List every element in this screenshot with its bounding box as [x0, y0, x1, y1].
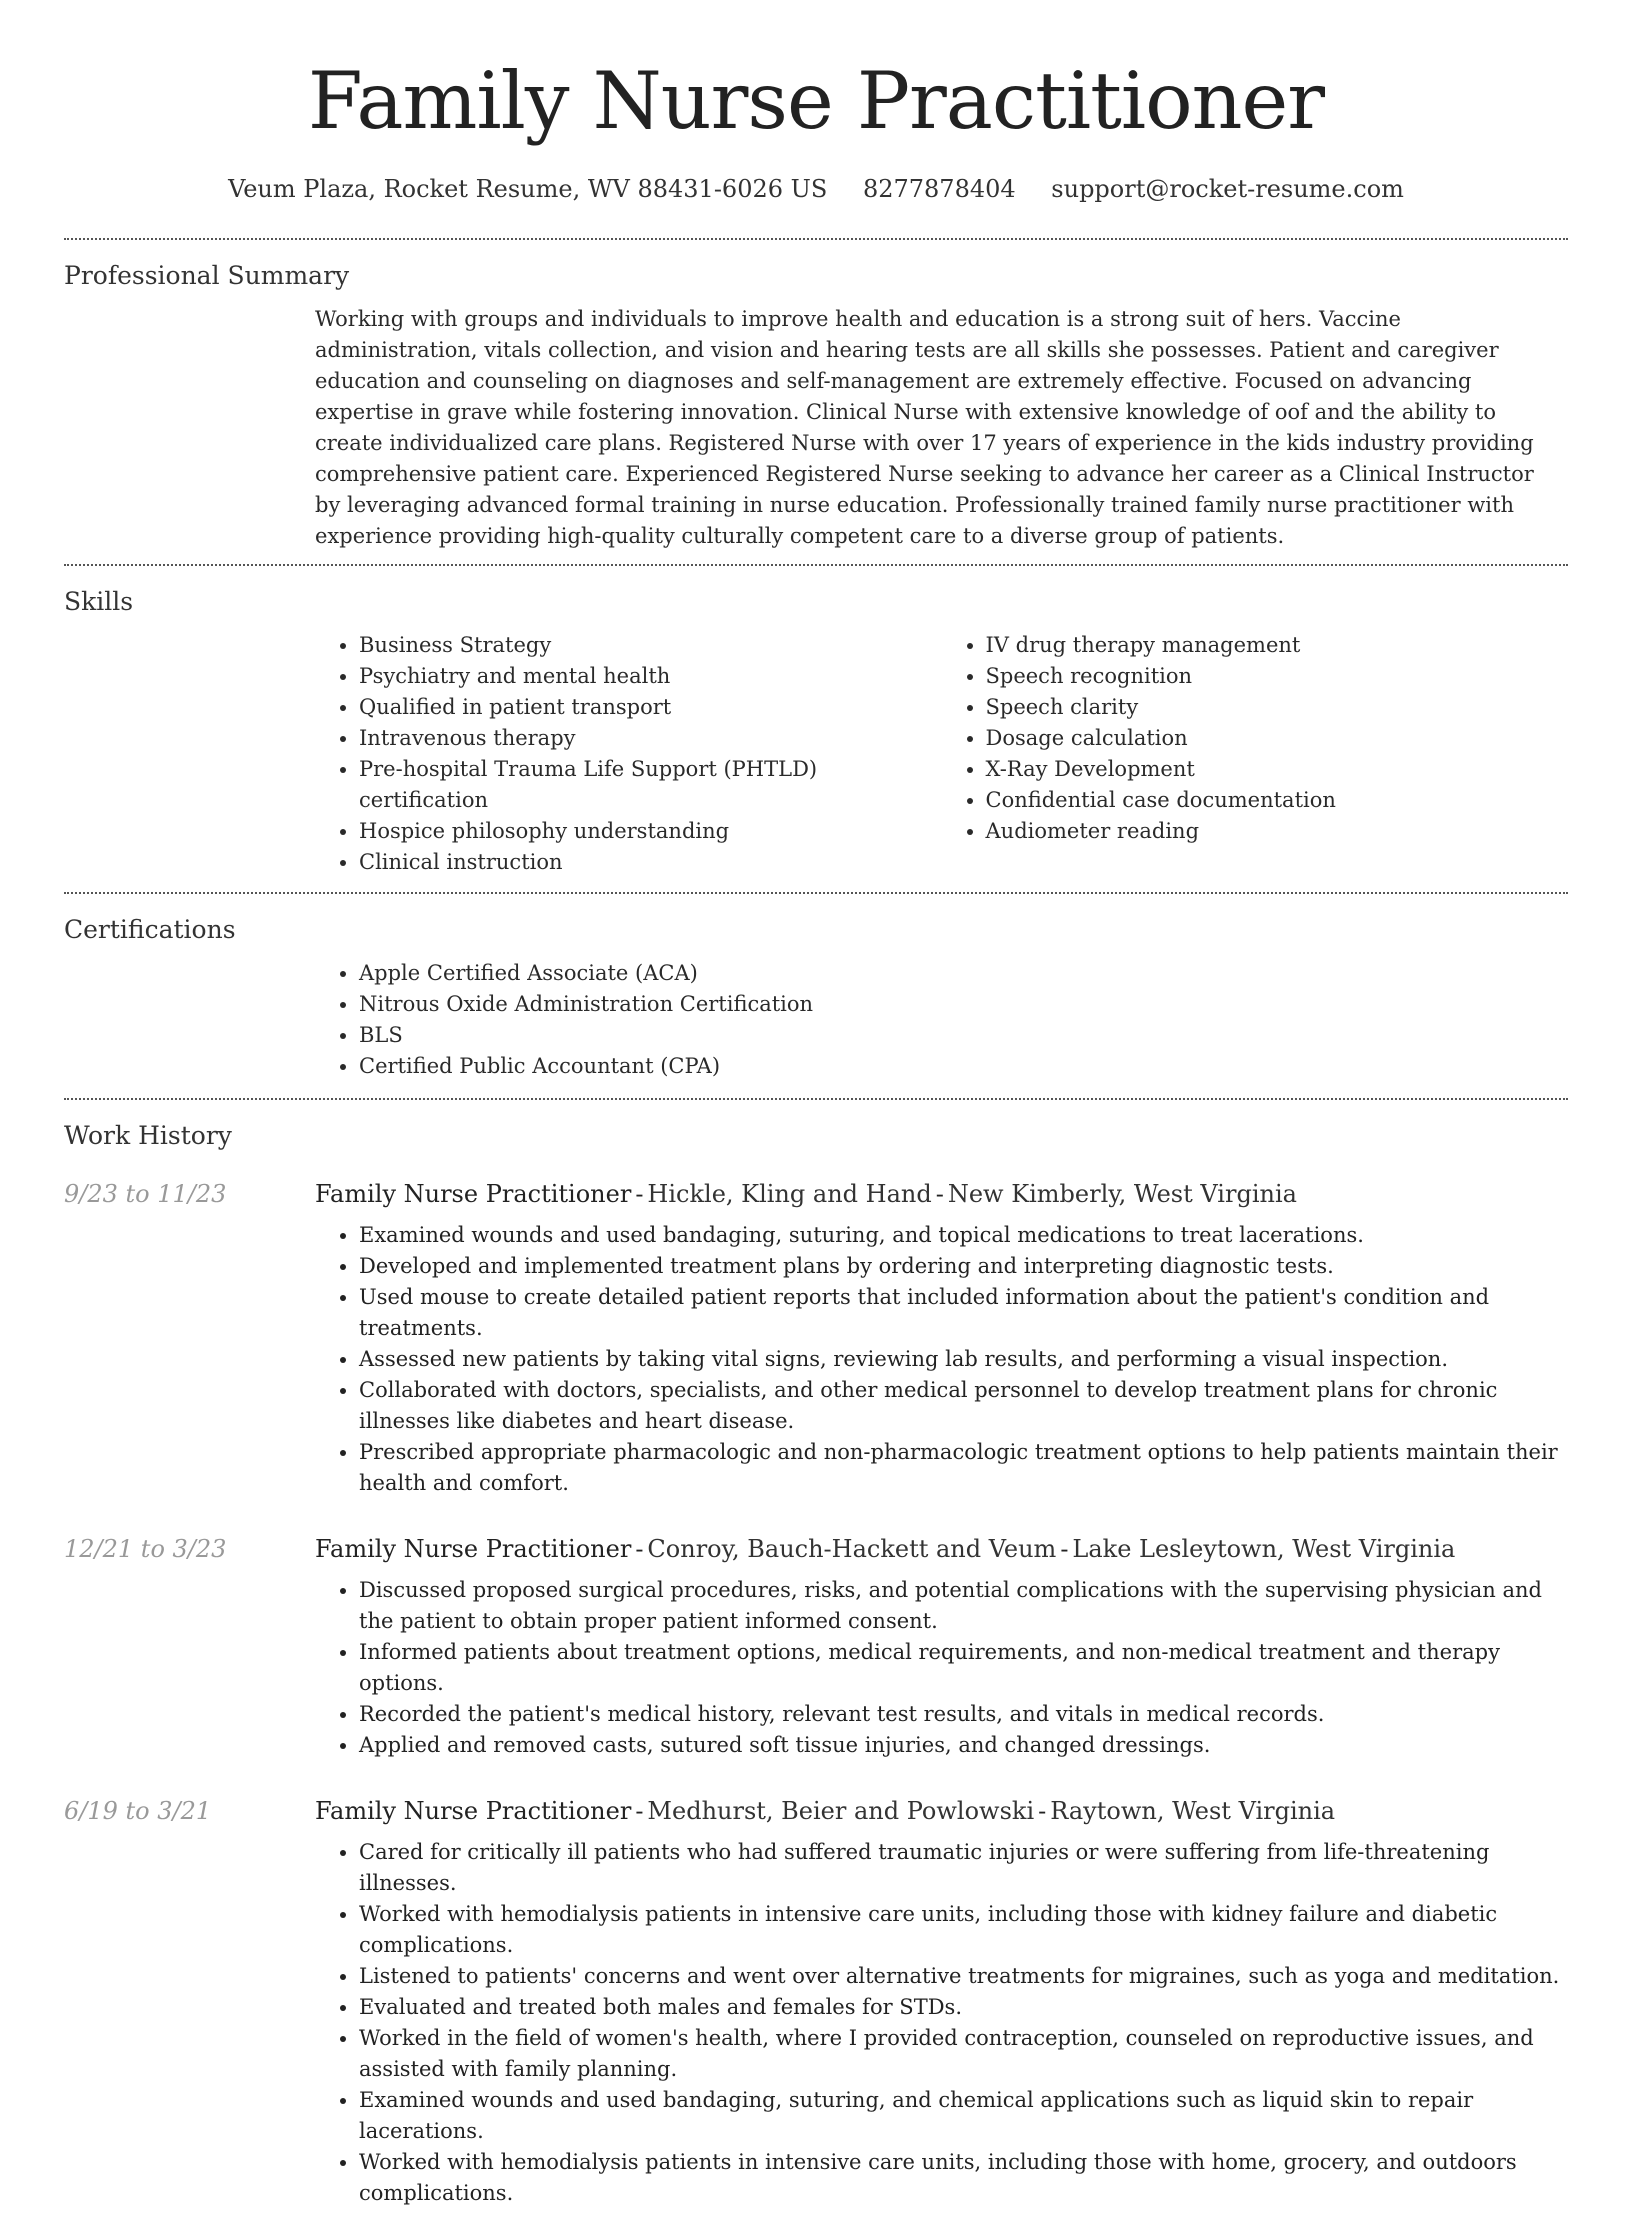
- job-role: Family Nurse Practitioner: [315, 1797, 632, 1825]
- job-bullet: • Assessed new patients by taking vital signs, reviewing lab results, and performing a visual inspection.: [359, 1344, 1568, 1375]
- contact-line: [0, 172, 1632, 206]
- job-bullet: • Discussed proposed surgical procedures, risks, and potential complications with the supervising physician and the patient to obtain proper patient informed consent.: [359, 1575, 1568, 1637]
- certification-item: • Certified Public Accountant (CPA): [359, 1051, 1568, 1082]
- separator: -: [1038, 1797, 1047, 1825]
- separator: -: [635, 1180, 644, 1208]
- job-entry: [64, 1791, 1568, 2223]
- job-company: Hickle, Kling and Hand: [647, 1180, 932, 1208]
- job-bullet: • Worked with hemodialysis patients in intensive care units, including those with kidney failure and diabetic complications.: [359, 1899, 1568, 1961]
- summary-section: [64, 240, 1568, 564]
- job-list: [64, 1174, 1568, 2223]
- job-details: [315, 1174, 1568, 1513]
- job-bullets: [315, 1837, 1568, 2223]
- separator: -: [935, 1180, 944, 1208]
- skill-item: • Speech clarity: [986, 692, 1569, 723]
- skill-item: • IV drug therapy management: [986, 630, 1569, 661]
- work-history-heading: Work History: [64, 1121, 232, 1150]
- job-bullet: • Applied and removed casts, sutured soft tissue injuries, and changed dressings.: [359, 1730, 1568, 1761]
- skills-columns: [315, 624, 1568, 892]
- skill-item: • Pre-hospital Trauma Life Support (PHTLD) certification: [359, 754, 942, 816]
- certification-item: • Apple Certified Associate (ACA): [359, 958, 1568, 989]
- skills-heading: Skills: [64, 587, 134, 616]
- skill-item: • Dosage calculation: [986, 723, 1569, 754]
- skill-item: • Business Strategy: [359, 630, 942, 661]
- job-bullet: • Recorded the patient's medical history, relevant test results, and vitals in medical records.: [359, 1699, 1568, 1730]
- certification-item: • Nitrous Oxide Administration Certification: [359, 989, 1568, 1020]
- job-bullets: [315, 1575, 1568, 1775]
- skill-item: • Confidential case documentation: [986, 785, 1569, 816]
- job-dates: 6/19 to 3/21: [64, 1797, 212, 1825]
- job-bullet: • Listened to patients' concerns and went over alternative treatments for migraines, such as yoga and meditation.: [359, 1961, 1568, 1992]
- separator: -: [635, 1797, 644, 1825]
- skills-section: [64, 566, 1568, 892]
- job-location: Lake Lesleytown, West Virginia: [1072, 1535, 1456, 1563]
- job-details: [315, 1529, 1568, 1775]
- job-bullet: • Collaborated with doctors, specialists, and other medical personnel to develop treatment plans for chronic illnesses like diabetes and heart disease.: [359, 1375, 1568, 1437]
- skills-list-right: [942, 630, 1569, 878]
- summary-text: Working with groups and individuals to improve health and education is a strong suit of hers. Vaccine administration, vitals collection, and vision and hearing tests are all skills she possesses. Patient and caregiver education and counseling on diagnoses and self-management are extremely effective. Focused on advancing expertise in grave while fostering innovation. Clinical Nurse with extensive knowledge of oof and the ability to create individualized care plans. Registered Nurse with over 17 years of experience in the kids industry providing comprehensive patient care. Experienced Registered Nurse seeking to advance her career as a Clinical Instructor by leveraging advanced formal training in nurse education. Professionally trained family nurse practitioner with experience providing high-quality culturally competent care to a diverse group of patients.: [315, 307, 1534, 548]
- separator: -: [635, 1535, 644, 1563]
- job-bullet: • Evaluated and treated both males and females for STDs.: [359, 1992, 1568, 2023]
- certifications-list: [315, 958, 1568, 1082]
- job-bullet: • Examined wounds and used bandaging, suturing, and topical medications to treat lacerations.: [359, 1220, 1568, 1251]
- job-role: Family Nurse Practitioner: [315, 1535, 632, 1563]
- job-title-line: [315, 1529, 1568, 1569]
- candidate-name: Family Nurse Practitioner: [307, 55, 1325, 147]
- certifications-body: [315, 952, 1568, 1098]
- job-dates: 9/23 to 11/23: [64, 1180, 227, 1208]
- job-entry: [64, 1529, 1568, 1775]
- job-bullets: [315, 1220, 1568, 1513]
- job-title-line: [315, 1174, 1568, 1214]
- skill-item: • Clinical instruction: [359, 847, 942, 878]
- job-details: [315, 1791, 1568, 2223]
- job-role: Family Nurse Practitioner: [315, 1180, 632, 1208]
- skills-list-left: [315, 630, 942, 878]
- job-entry: [64, 1174, 1568, 1513]
- contact-address: Veum Plaza, Rocket Resume, WV 88431-6026 US: [228, 175, 828, 203]
- skill-item: • Psychiatry and mental health: [359, 661, 942, 692]
- job-bullet: • Cared for critically ill patients who had suffered traumatic injuries or were suffering from life-threatening illnesses.: [359, 1837, 1568, 1899]
- resume-header: [0, 0, 1632, 206]
- contact-phone: 8277878404: [862, 175, 1016, 203]
- summary-heading: Professional Summary: [64, 261, 350, 290]
- job-bullet: • Developed and implemented treatment plans by ordering and interpreting diagnostic tests.: [359, 1251, 1568, 1282]
- contact-email: support@rocket-resume.com: [1051, 175, 1404, 203]
- job-bullet: • Worked in the field of women's health, where I provided contraception, counseled on reproductive issues, and assisted with family planning.: [359, 2023, 1568, 2085]
- certifications-section: [64, 894, 1568, 1098]
- separator: -: [1060, 1535, 1069, 1563]
- skill-item: • Speech recognition: [986, 661, 1569, 692]
- job-bullet: • Used mouse to create detailed patient reports that included information about the patient's condition and treatments.: [359, 1282, 1568, 1344]
- certifications-heading: Certifications: [64, 915, 236, 944]
- job-company: Conroy, Bauch-Hackett and Veum: [647, 1535, 1057, 1563]
- job-title-line: [315, 1791, 1568, 1831]
- skill-item: • Audiometer reading: [986, 816, 1569, 847]
- certification-item: • BLS: [359, 1020, 1568, 1051]
- job-bullet: • Examined wounds and used bandaging, suturing, and chemical applications such as liquid skin to repair lacerations.: [359, 2085, 1568, 2147]
- job-location: New Kimberly, West Virginia: [947, 1180, 1297, 1208]
- job-bullet: • Prescribed appropriate pharmacologic and non-pharmacologic treatment options to help patients maintain their health and comfort.: [359, 1437, 1568, 1499]
- job-location: Raytown, West Virginia: [1050, 1797, 1336, 1825]
- skill-item: • Intravenous therapy: [359, 723, 942, 754]
- job-company: Medhurst, Beier and Powlowski: [647, 1797, 1035, 1825]
- work-history-section: [64, 1100, 1568, 2223]
- job-dates: 12/21 to 3/23: [64, 1535, 227, 1563]
- job-bullet: • Worked with hemodialysis patients in intensive care units, including those with home, grocery, and outdoors complications.: [359, 2147, 1568, 2209]
- job-bullet: • Informed patients about treatment options, medical requirements, and non-medical treatment and therapy options.: [359, 1637, 1568, 1699]
- skill-item: • Hospice philosophy understanding: [359, 816, 942, 847]
- skill-item: • Qualified in patient transport: [359, 692, 942, 723]
- skill-item: • X-Ray Development: [986, 754, 1569, 785]
